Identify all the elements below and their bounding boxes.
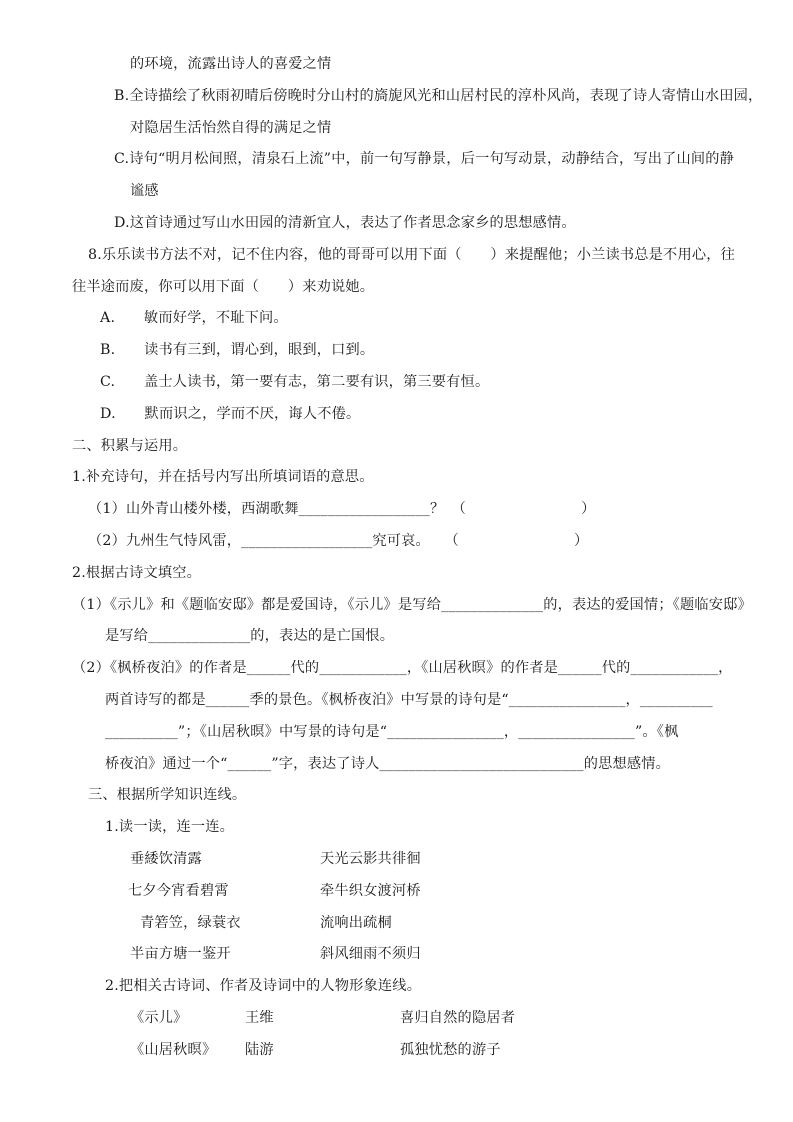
match-item: 斜风细雨不须归 — [320, 946, 421, 963]
q1-item-2: （2）九州生气恃风雷，__________________究可哀。 （ ） — [88, 532, 589, 549]
match-item: 天光云影共徘徊 — [320, 850, 421, 867]
document-body — [0, 49, 793, 1067]
option-a-continuation: 的环境，流露出诗人的喜爱之情 — [130, 56, 332, 72]
match-row — [0, 908, 793, 940]
q2-item-2-line3: __________”；《山居秋暝》中写景的诗句是“________________，________________”。《枫 — [105, 723, 679, 740]
section-3-q2: 2.把相关古诗词、作者及诗词中的人物形象连线。 — [105, 978, 422, 995]
q8-choice-b: B. 读书有三到，谓心到，眼到，口到。 — [100, 342, 375, 359]
match-item: 王维 — [245, 1009, 274, 1026]
match-item: 孤独忧愁的游子 — [400, 1041, 501, 1058]
option-c-line2: 谧感 — [130, 183, 159, 200]
q8-choice-a: A. 敏而好学，不耻下问。 — [100, 310, 288, 327]
match-item: 青箬笠，绿蓑衣 — [140, 914, 241, 931]
section-3-heading: 三、根据所学知识连线。 — [88, 787, 247, 804]
match-row — [0, 844, 793, 876]
match-item: 半亩方塘一鉴开 — [130, 946, 231, 963]
match-item: 《山居秋暝》 — [130, 1041, 217, 1058]
q8-choice-c: C. 盖士人读书，第一要有志，第二要有识，第三要有恒。 — [100, 373, 490, 390]
match-row — [0, 1003, 793, 1035]
match-item: 垂緌饮清露 — [130, 850, 202, 867]
q2-item-2-line1: （2）《枫桥夜泊》的作者是______代的____________，《山居秋暝》的作者是______代的____________， — [72, 660, 733, 677]
section-2-q1: 1.补充诗句，并在括号内写出所填词语的意思。 — [72, 469, 374, 486]
match-item: 喜归自然的隐居者 — [400, 1009, 516, 1026]
match-row — [0, 1035, 793, 1067]
match-row — [0, 876, 793, 908]
q1-item-1: （1）山外青山楼外楼，西湖歌舞__________________？ （ ） — [88, 501, 596, 518]
q2-item-1-line2: 是写给______________的，表达的是亡国恨。 — [105, 628, 395, 645]
q8-choice-d: D. 默而识之，学而不厌，诲人不倦。 — [100, 405, 361, 422]
section-2-q2: 2.根据古诗文填空。 — [72, 564, 202, 581]
q2-item-1-line1: （1）《示儿》和《题临安邸》都是爱国诗，《示儿》是写给______________的，表达的爱国情；《题临安邸》 — [72, 596, 752, 613]
match-item: 牵牛织女渡河桥 — [320, 882, 421, 899]
section-3-q1: 1.读一读，连一连。 — [105, 819, 235, 836]
match-item: 七夕今宵看碧霄 — [128, 882, 229, 899]
option-b-line2: 对隐居生活怡然自得的满足之情 — [130, 119, 332, 136]
option-b-line1: B.全诗描绘了秋雨初晴后傍晚时分山村的旖旎风光和山居村民的淳朴风尚，表现了诗人寄情山水田园， — [114, 87, 763, 104]
option-c-line1: C.诗句“明月松间照，清泉石上流”中，前一句写静景，后一句写动景，动静结合，写出了山间的静 — [114, 151, 735, 168]
match-item: 《示儿》 — [130, 1009, 188, 1026]
q2-item-2-line4: 桥夜泊》通过一个“______”字，表达了诗人____________________________的思想感情。 — [105, 755, 671, 772]
match-row — [0, 939, 793, 971]
question-8-line2: 往半途而废，你可以用下面（ ）来劝说她。 — [72, 278, 375, 295]
q2-item-2-line2: 两首诗写的都是______季的景色。《枫桥夜泊》中写景的诗句是“________________，__________ — [105, 691, 713, 708]
question-8-line1: 8.乐乐读书方法不对，记不住内容，他的哥哥可以用下面（ ）来提醒他；小兰读书总是不用心，往 — [88, 246, 735, 263]
match-item: 流响出疏桐 — [320, 914, 392, 931]
match-item: 陆游 — [245, 1041, 274, 1058]
option-d: D.这首诗通过写山水田园的清新宜人，表达了作者思念家乡的思想感情。 — [114, 214, 576, 231]
section-2-heading: 二、积累与运用。 — [72, 437, 188, 454]
